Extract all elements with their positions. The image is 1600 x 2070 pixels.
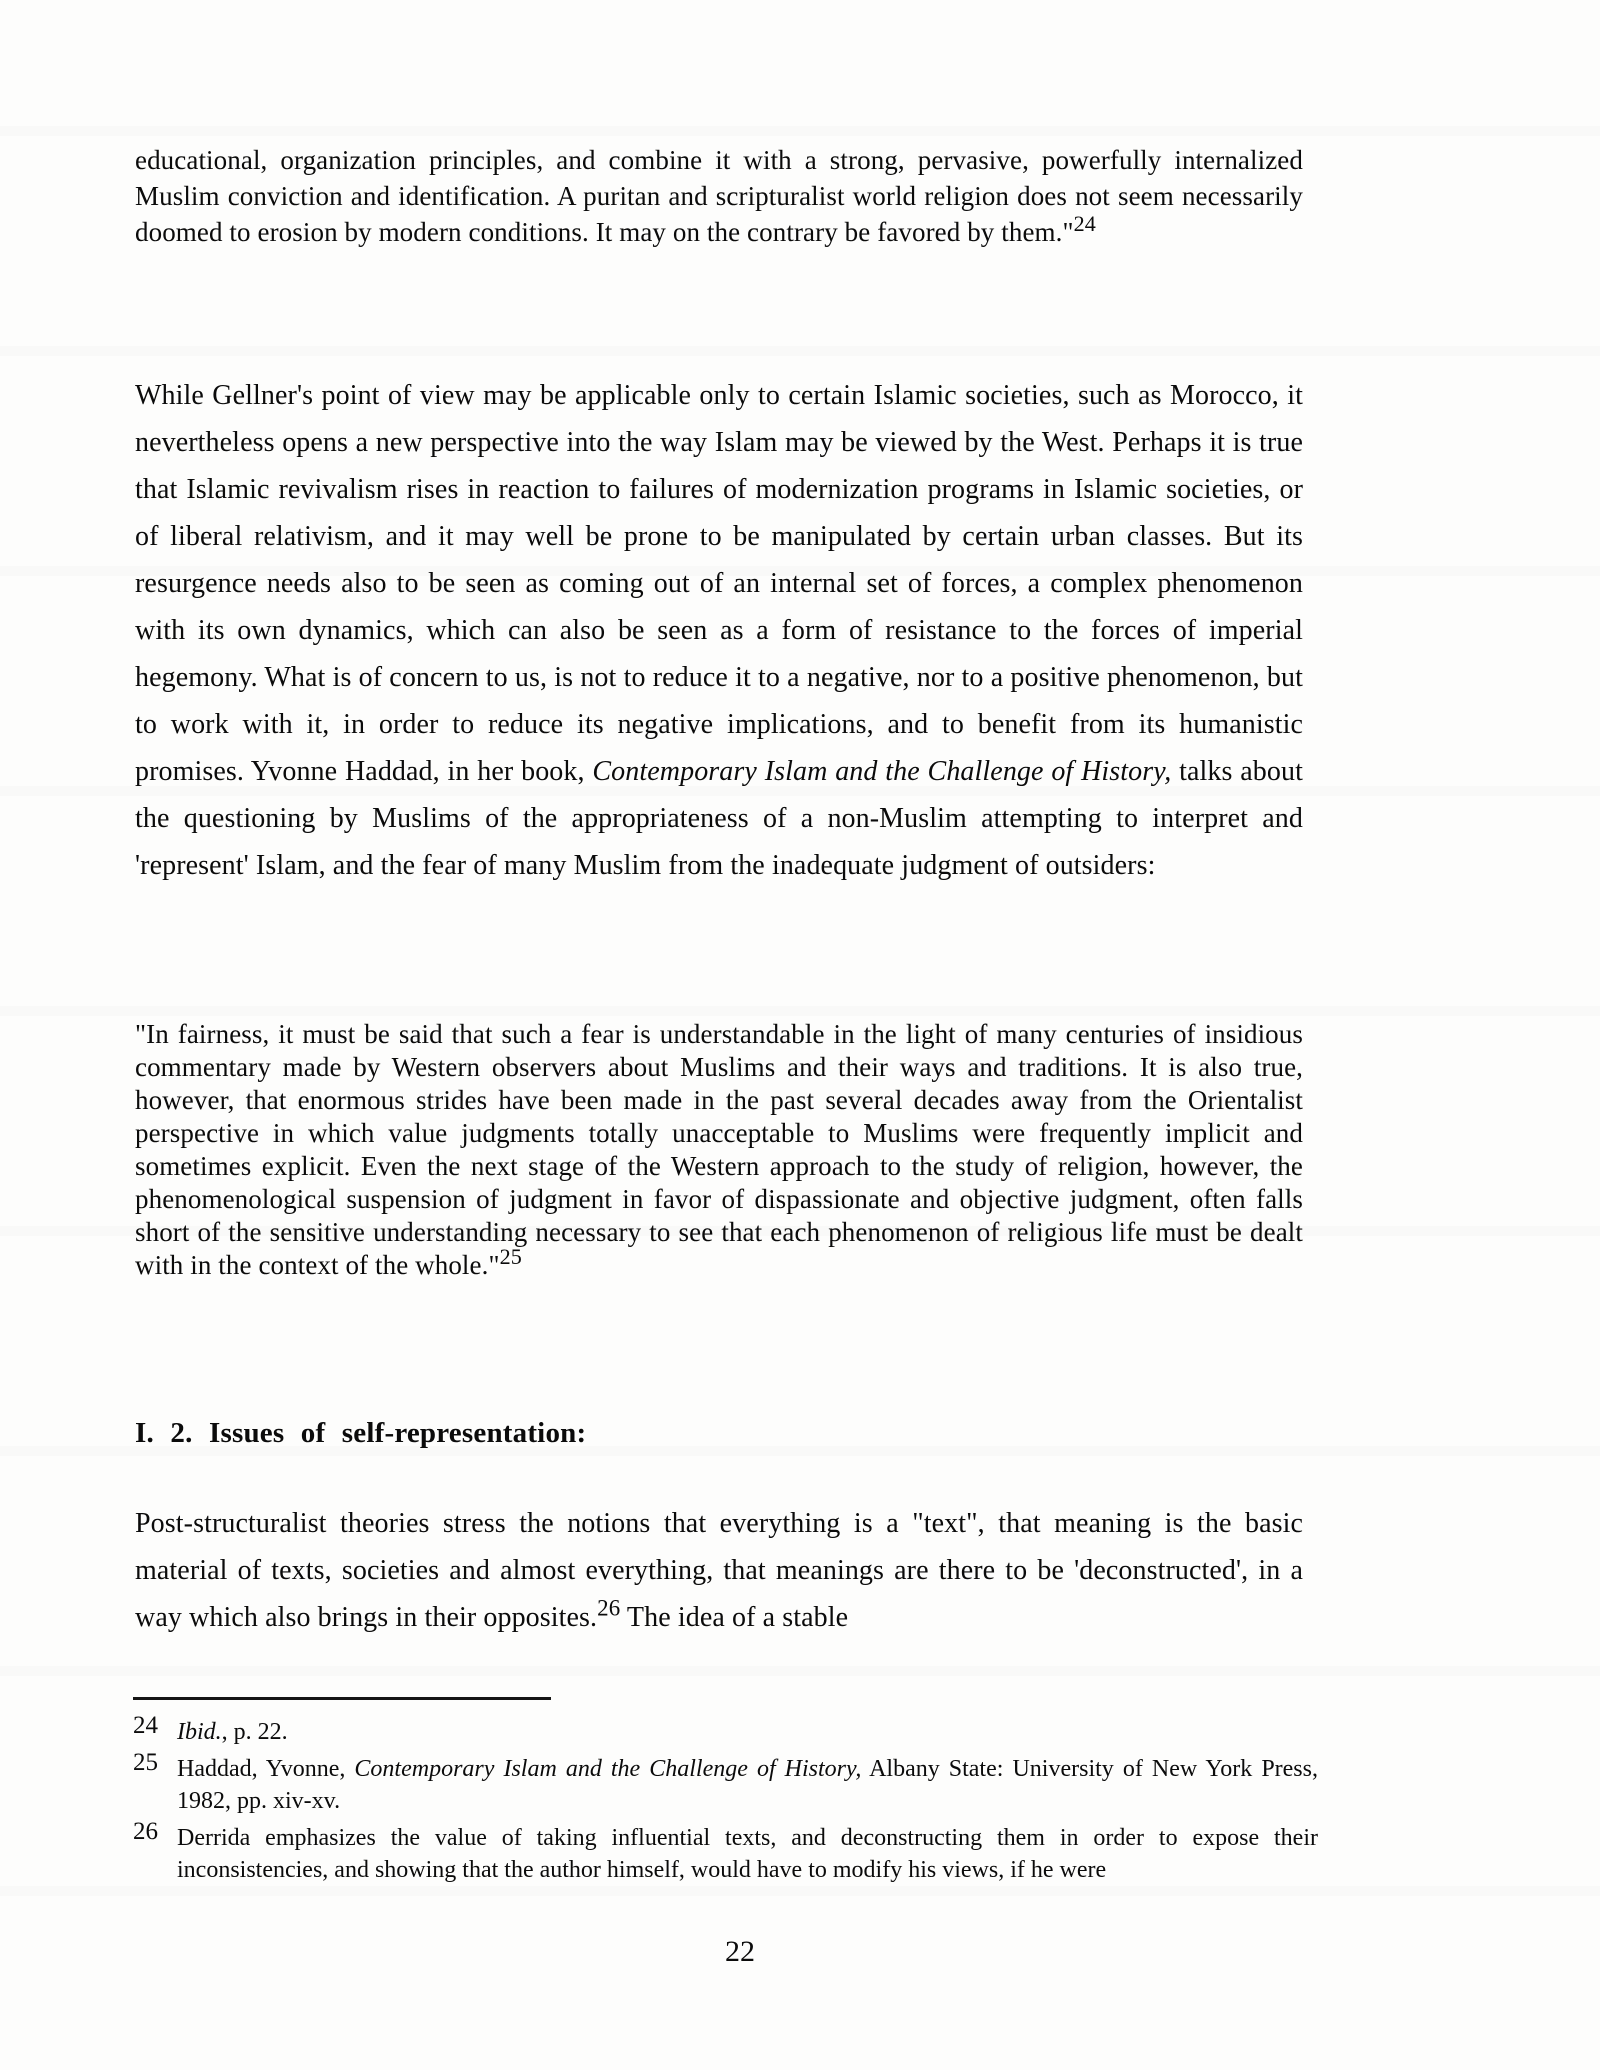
paragraph-poststructuralist <box>135 1500 1303 1641</box>
block-quote-gellner <box>135 142 1303 250</box>
quote-haddad-text: "In fairness, it must be said that such a fear is understandable in the light of many centuries of insidious commentary made by Western observers about Muslims and their ways and traditions. It is also true, however, that enormous strides have been made in the past several decades away from the Orientalist perspective in which value judgments totally unacceptable to Muslims were frequently implicit and sometimes explicit. Even the next stage of the Western approach to the study of religion, however, the phenomenological suspension of judgment in favor of dispassionate and objective judgment, often falls short of the sensitive understanding necessary to see that each phenomenon of religious life must be dealt with in the context of the whole." <box>135 1019 1303 1280</box>
paragraph-1-text-after-title: talks about the questioning by Muslims of the appropriateness of a non-Muslim attempting to interpret and 'represent' Islam, and the fear of many Muslim from the inadequate judgment of outsiders: <box>135 756 1303 881</box>
footnote-26-body: Derrida emphasizes the value of taking influential texts, and deconstructing them in order to expose their inconsistencies, and showing that the author himself, would have to modify his views, if he were <box>177 1825 1318 1883</box>
footnote-24-ibid: Ibid. <box>177 1719 222 1745</box>
footnote-26-text <box>177 1822 1318 1886</box>
footnote-25-text <box>177 1753 1318 1817</box>
footnote-26 <box>133 1818 1318 1886</box>
paragraph-1-text-before-title: While Gellner's point of view may be applicable only to certain Islamic societies, such as Morocco, it nevertheless opens a new perspective into the way Islam may be viewed by the West. Perhaps it is true that Islamic revivalism rises in reaction to failures of modernization programs in Islamic societies, or of liberal relativism, and it may well be prone to be manipulated by certain urban classes. But its resurgence needs also to be seen as coming out of an internal set of forces, a complex phenomenon with its own dynamics, which can also be seen as a form of resistance to the forces of imperial hegemony. What is of concern to us, is not to reduce it to a negative, nor to a positive phenomenon, but to work with it, in order to reduce its negative implications, and to benefit from its humanistic promises. Yvonne Haddad, in her book, <box>135 380 1303 787</box>
paragraph-gellner-discussion <box>135 372 1303 889</box>
block-quote-haddad <box>135 1018 1303 1282</box>
footnote-separator-rule <box>133 1697 551 1700</box>
footnote-ref-26: 26 <box>597 1595 621 1621</box>
page-number: 22 <box>725 1935 755 1968</box>
paragraph-2-text-after-ref: The idea of a stable <box>620 1602 849 1633</box>
footnote-25-author: Haddad, Yvonne, <box>177 1756 355 1782</box>
quote-gellner-text: educational, organization principles, and combine it with a strong, pervasive, powerfully internalized Muslim conviction and identification. A puritan and scripturalist world religion does not seem necessarily doomed to erosion by modern conditions. It may on the contrary be favored by them." <box>135 145 1303 247</box>
footnote-24 <box>133 1712 1318 1748</box>
footnotes-section <box>133 1712 1318 1891</box>
footnote-26-number: 26 <box>133 1818 158 1845</box>
footnote-ref-24: 24 <box>1073 211 1096 236</box>
paragraph-2-text-before-ref: Post-structuralist theories stress the notions that everything is a "text", that meaning is the basic material of texts, societies and almost everything, that meanings are there to be 'deconstructed', in a way which also brings in their opposites. <box>135 1508 1303 1633</box>
book-title-contemporary-islam: Contemporary Islam and the Challenge of History, <box>592 756 1172 787</box>
footnote-25 <box>133 1749 1318 1817</box>
footnote-24-text <box>177 1716 1318 1748</box>
section-heading-self-representation: I. 2. Issues of self-representation: <box>135 1417 587 1449</box>
footnote-24-rest: , p. 22. <box>221 1719 288 1745</box>
footnote-25-book-title: Contemporary Islam and the Challenge of History, <box>354 1756 862 1782</box>
footnote-ref-25: 25 <box>499 1244 522 1269</box>
footnote-25-publisher: Albany State: University of New York Press, 1982, pp. xiv-xv. <box>177 1756 1318 1814</box>
footnote-25-number: 25 <box>133 1749 158 1776</box>
footnote-24-number: 24 <box>133 1712 158 1739</box>
